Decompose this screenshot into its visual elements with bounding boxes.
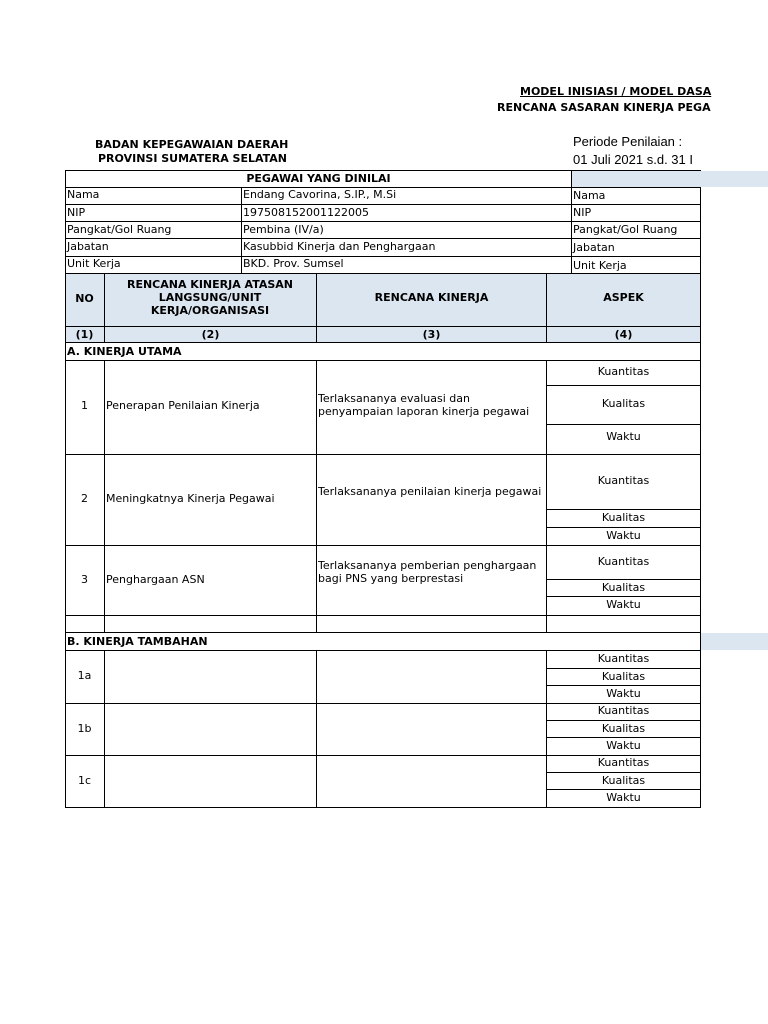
row2-aspek-kualitas: Kualitas: [601, 511, 646, 524]
row1c-aspek-kualitas: Kualitas: [601, 774, 646, 787]
organization-province: PROVINSI SUMATERA SELATAN: [98, 152, 288, 165]
section-b-fill: [701, 633, 768, 650]
col-number-3: (3): [422, 328, 441, 341]
periode-value: 01 Juli 2021 s.d. 31 I: [573, 152, 693, 167]
row2-atasan: Meningkatnya Kinerja Pegawai: [106, 492, 275, 505]
row1a-aspek-kualitas: Kualitas: [601, 670, 646, 683]
pegawai-value-pangkat: Pembina (IV/a): [243, 223, 324, 236]
row1b-aspek-kualitas: Kualitas: [601, 722, 646, 735]
row3-aspek-waktu: Waktu: [606, 598, 641, 611]
header-aspek: ASPEK: [603, 291, 644, 304]
col-number-2: (2): [201, 328, 220, 341]
row3-aspek-kualitas: Kualitas: [601, 581, 646, 594]
row1c-aspek-waktu: Waktu: [606, 791, 641, 804]
divider: [316, 650, 317, 808]
row2-aspek-waktu: Waktu: [606, 529, 641, 542]
atasan-label-nama: Nama: [573, 189, 606, 202]
row2-rencana: Terlaksananya penilaian kinerja pegawai: [318, 485, 542, 498]
col-number-1: (1): [75, 328, 94, 341]
row1b-aspek-waktu: Waktu: [606, 739, 641, 752]
right-header-box: [571, 170, 701, 188]
atasan-label-jabatan: Jabatan: [573, 241, 615, 254]
pegawai-label-nip: NIP: [67, 206, 86, 219]
section-a-title: A. KINERJA UTAMA: [67, 345, 182, 358]
divider: [546, 424, 701, 425]
row1-rencana: Terlaksananya evaluasi dan penyampaian laporan kinerja pegawai: [318, 392, 530, 418]
row2-aspek-kuantitas: Kuantitas: [597, 474, 650, 487]
row1-aspek-waktu: Waktu: [606, 430, 641, 443]
pegawai-section-title: PEGAWAI YANG DINILAI: [246, 172, 391, 185]
atasan-label-unit: Unit Kerja: [573, 259, 627, 272]
organization-name: BADAN KEPEGAWAIAN DAERAH: [95, 138, 289, 151]
pegawai-label-unit: Unit Kerja: [67, 257, 121, 270]
row1c-aspek-kuantitas: Kuantitas: [597, 756, 650, 769]
row2-no: 2: [81, 492, 88, 505]
col-number-4: (4): [614, 328, 633, 341]
divider: [104, 650, 105, 808]
row1b-aspek-kuantitas: Kuantitas: [597, 704, 650, 717]
pegawai-value-unit: BKD. Prov. Sumsel: [243, 257, 344, 270]
row3-rencana: Terlaksananya pemberian penghargaan bagi PNS yang berprestasi: [318, 559, 537, 585]
divider: [546, 385, 701, 386]
section-b-title: B. KINERJA TAMBAHAN: [67, 635, 208, 648]
row1c-no: 1c: [77, 774, 92, 787]
row1-no: 1: [81, 399, 88, 412]
pegawai-label-nama: Nama: [67, 188, 100, 201]
row3-aspek-kuantitas: Kuantitas: [597, 555, 650, 568]
document-title: RENCANA SASARAN KINERJA PEGA: [497, 101, 711, 114]
row1a-no: 1a: [77, 669, 92, 682]
header-no: NO: [75, 292, 94, 305]
header-rencana-kinerja: RENCANA KINERJA: [374, 291, 489, 304]
row1a-aspek-waktu: Waktu: [606, 687, 641, 700]
row1b-no: 1b: [77, 722, 92, 735]
pegawai-label-jabatan: Jabatan: [67, 240, 109, 253]
model-title: MODEL INISIASI / MODEL DASA: [520, 85, 712, 98]
atasan-label-pangkat: Pangkat/Gol Ruang: [573, 223, 678, 236]
row1-aspek-kualitas: Kualitas: [601, 397, 646, 410]
row3-atasan: Penghargaan ASN: [106, 573, 205, 586]
pegawai-label-pangkat: Pangkat/Gol Ruang: [67, 223, 172, 236]
periode-label: Periode Penilaian :: [573, 134, 683, 149]
atasan-label-nip: NIP: [573, 206, 592, 219]
header-atasan: RENCANA KINERJA ATASAN LANGSUNG/UNIT KERJA/ORGANISASI: [126, 278, 294, 317]
row1-aspek-kuantitas: Kuantitas: [597, 365, 650, 378]
pegawai-value-nama: Endang Cavorina, S.IP., M.Si: [243, 188, 397, 201]
pegawai-value-nip: 197508152001122005: [243, 206, 369, 219]
pegawai-value-jabatan: Kasubbid Kinerja dan Penghargaan: [243, 240, 436, 253]
row3-no: 3: [81, 573, 88, 586]
divider: [65, 615, 701, 616]
row1-atasan: Penerapan Penilaian Kinerja: [106, 399, 260, 412]
row1a-aspek-kuantitas: Kuantitas: [597, 652, 650, 665]
